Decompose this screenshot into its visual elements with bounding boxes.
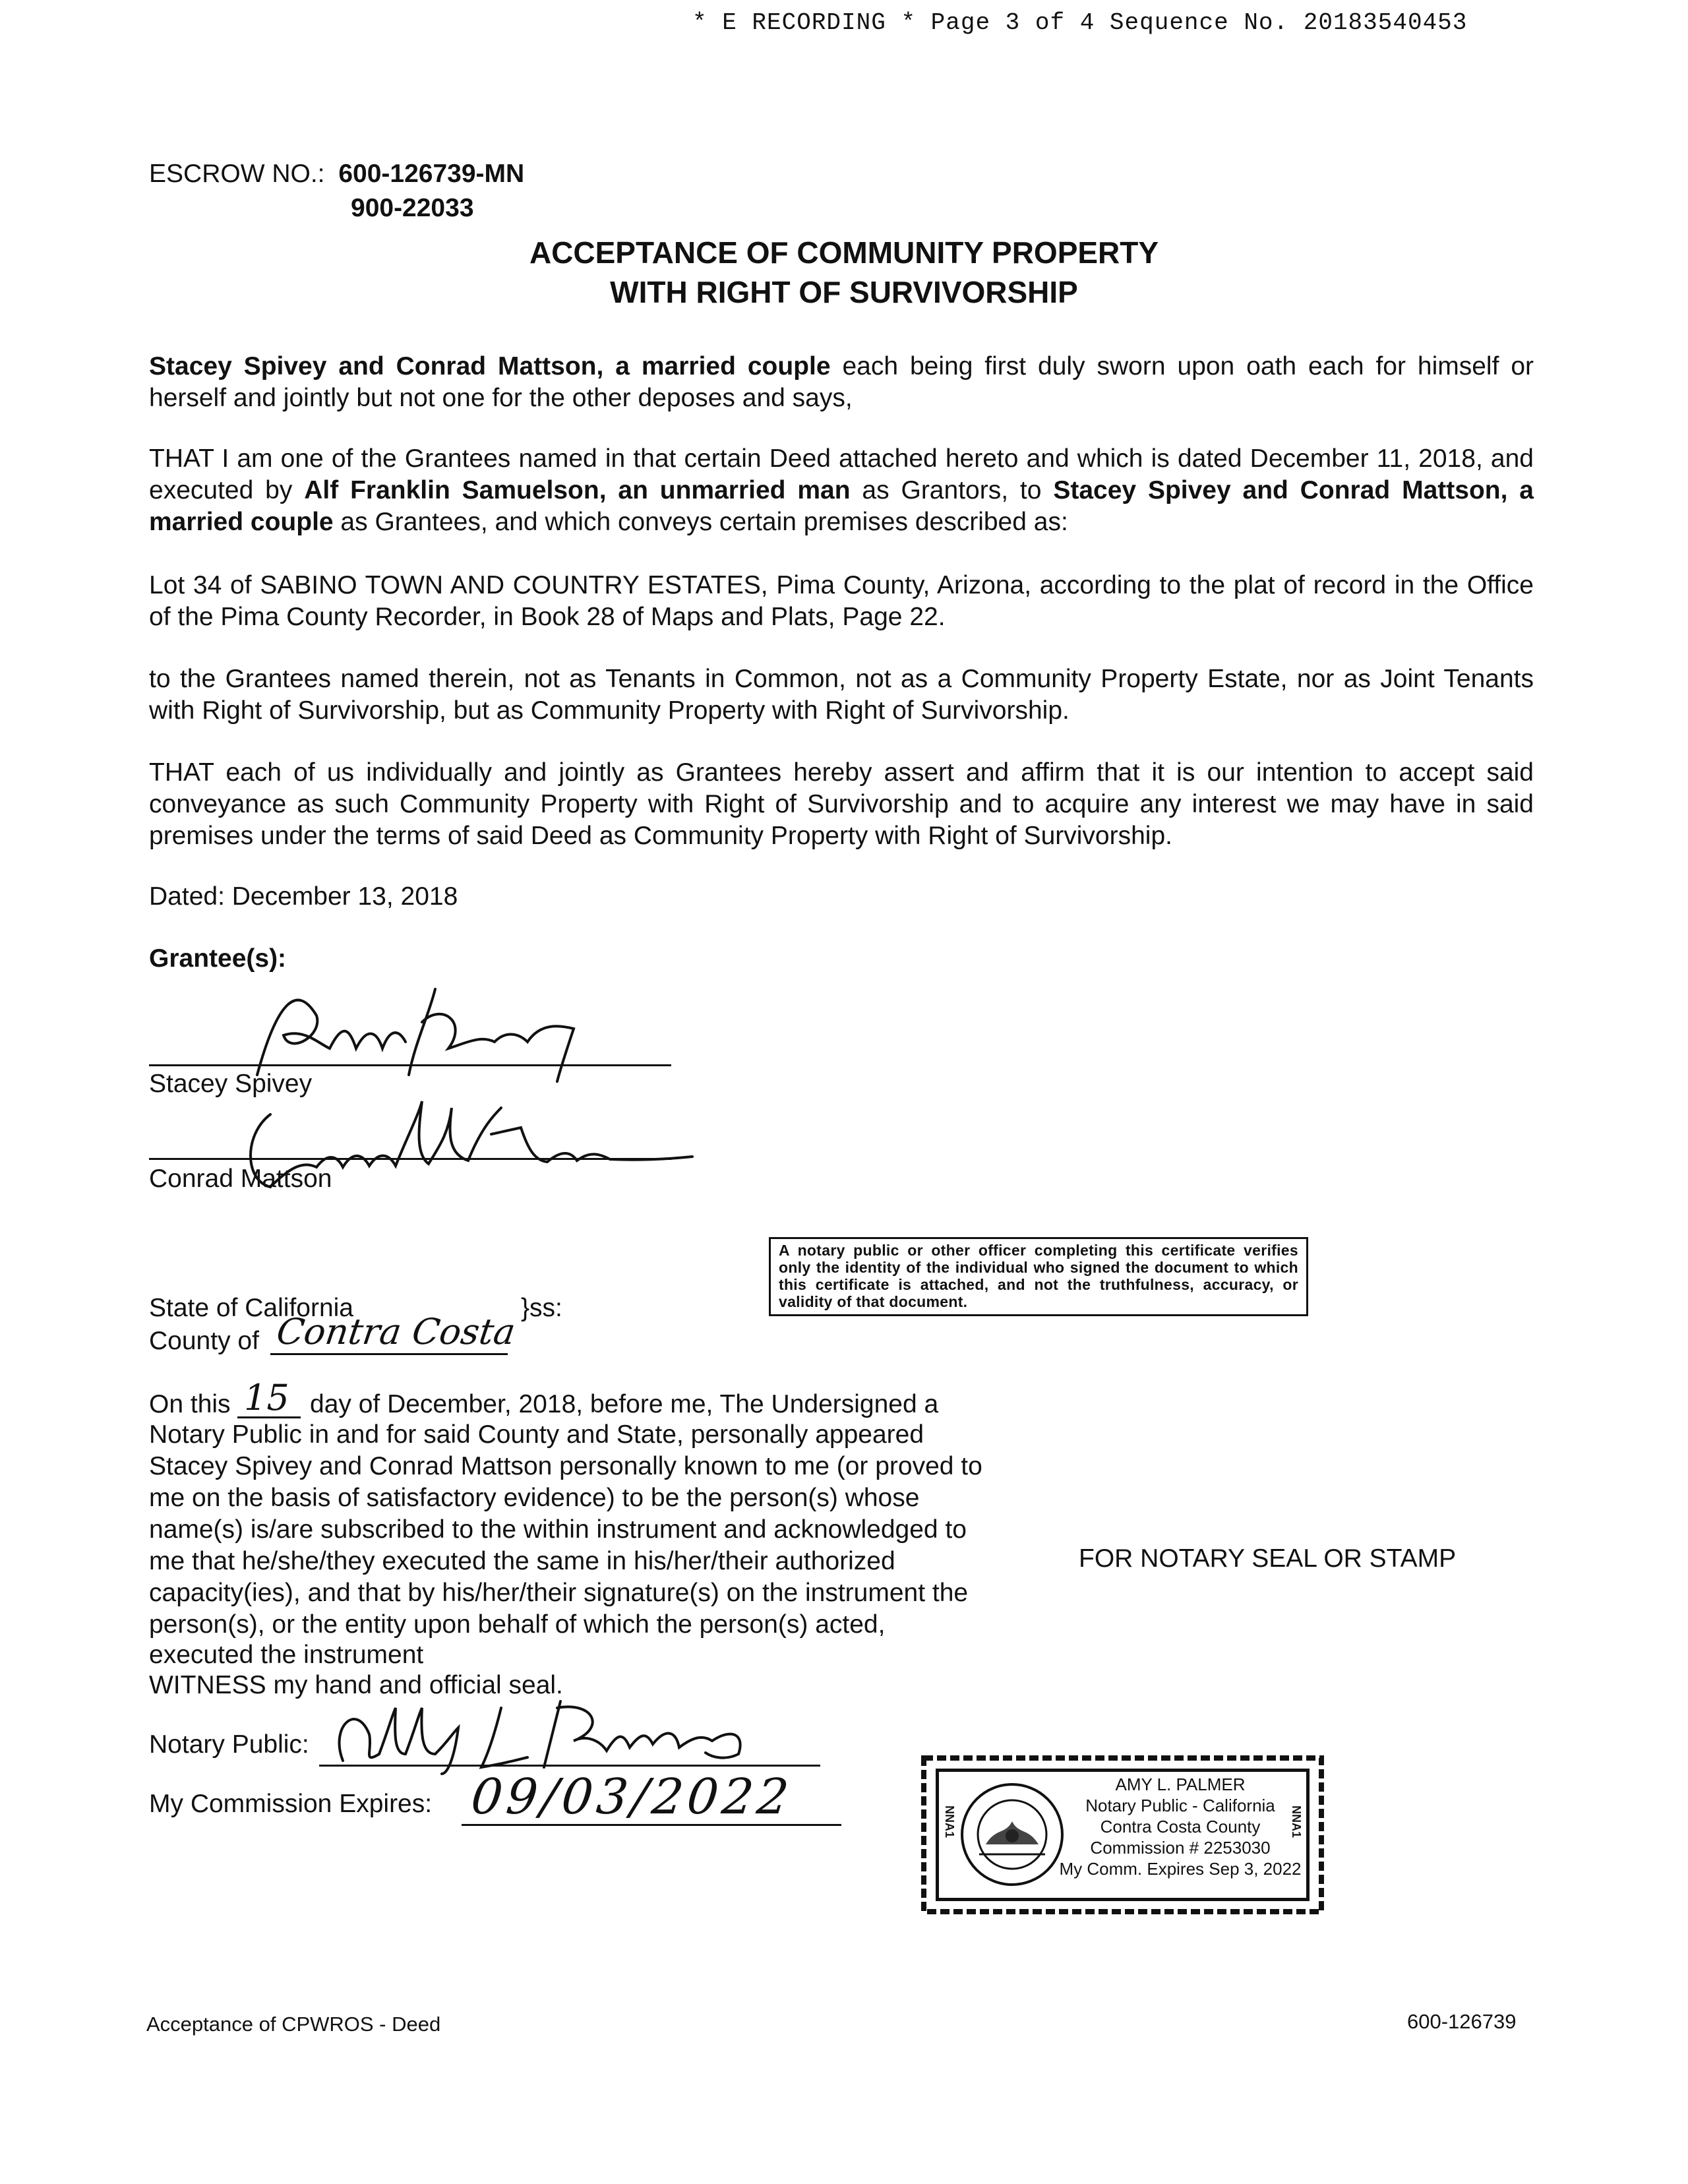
paragraph-legal-description: Lot 34 of SABINO TOWN AND COUNTRY ESTATES, Pima County, Arizona, according to the plat of record in the Office of the Pima County Recorder, in Book 28 of Maps and Plats, Page 22. <box>149 571 1534 631</box>
ack-line-5: name(s) is/are subscribed to the within instrument and acknowledged to <box>149 1515 967 1544</box>
commission-handwritten: 09/03/2022 <box>468 1769 796 1825</box>
notary-stamp <box>920 1754 1325 1916</box>
document-title-line-1: ACCEPTANCE OF COMMUNITY PROPERTY <box>529 235 1159 270</box>
stamp-notary-title: Notary Public - California <box>1085 1796 1275 1815</box>
ack-line-4: me on the basis of satisfactory evidence) to be the person(s) whose <box>149 1484 920 1512</box>
paragraph-tenancy: to the Grantees named therein, not as Tenants in Common, not as a Community Property Estate, nor as Joint Tenants with Right of Survivorship, but as Community Property with Right of Survivorship. <box>149 665 1534 725</box>
paragraph-affirmation: THAT each of us individually and jointly as Grantees hereby assert and affirm that it is our intention to accept said conveyance as such Community Property with Right of Survivorship and to acquire any interest we may have in said premises under the terms of said Deed as Community Property with Right of Survivorship. <box>149 758 1534 850</box>
ack-day-handwritten: 15 <box>244 1377 289 1418</box>
grantees-text-e: as Grantees, and which conveys certain premises described as: <box>333 508 1068 536</box>
signature-conrad-mattson <box>231 1088 692 1200</box>
deponents-text: each being first duly sworn upon oath each for himself or herself and jointly but not one for the other deposes and says, <box>149 352 1534 412</box>
escrow-number-1: 600-126739-MN <box>338 160 525 188</box>
seal-placeholder: FOR NOTARY SEAL OR STAMP <box>1079 1544 1457 1573</box>
ss-label: }ss: <box>521 1294 562 1322</box>
grantee-name-1: Stacey Spivey <box>149 1070 313 1098</box>
notary-public-label: Notary Public: <box>149 1730 309 1759</box>
ack-line-1: day of December, 2018, before me, The Undersigned a <box>310 1390 939 1418</box>
ack-line-9: executed the instrument <box>149 1641 424 1669</box>
commission-expires-label: My Commission Expires: <box>149 1790 433 1818</box>
ack-line-7: capacity(ies), and that by his/her/their signature(s) on the instrument the <box>149 1579 969 1607</box>
recording-header: * E RECORDING * Page 3 of 4 Sequence No. 20183540453 <box>692 9 1468 36</box>
county-label: County of <box>149 1327 259 1355</box>
county-underline <box>270 1353 508 1355</box>
ack-line-10: WITNESS my hand and official seal. <box>149 1671 563 1699</box>
ack-line-8: person(s), or the entity upon behalf of which the person(s) acted, <box>149 1610 886 1639</box>
stamp-side-code-right: NNA1 <box>1290 1805 1303 1838</box>
signature-notary <box>316 1688 778 1780</box>
grantee-names: Stacey Spivey and Conrad Mattson, a married couple <box>149 476 1534 536</box>
dated-line: Dated: December 13, 2018 <box>149 882 458 911</box>
notary-notice-box: A notary public or other officer completing this certificate verifies only the identity of the individual who signed the document to which this certificate is attached, and not the truthfulness, accuracy, or validity of that document. <box>769 1237 1308 1316</box>
paragraph-grantees <box>149 443 1534 538</box>
stamp-notary-name: AMY L. PALMER <box>1115 1774 1246 1794</box>
grantor-name: Alf Franklin Samuelson, an unmarried man <box>304 476 851 504</box>
state-seal-icon <box>959 1782 1065 1887</box>
ack-day-underline <box>237 1416 301 1418</box>
stamp-county: Contra Costa County <box>1100 1817 1261 1836</box>
grantees-label: Grantee(s): <box>149 944 287 973</box>
document-title-line-2: WITH RIGHT OF SURVIVORSHIP <box>610 275 1078 309</box>
footer-right: 600-126739 <box>1407 2010 1517 2033</box>
stamp-commission: Commission # 2253030 <box>1090 1838 1271 1858</box>
grantees-text-c: as Grantors, to <box>850 476 1054 504</box>
grantees-text-a: THAT I am one of the Grantees named in that certain Deed attached hereto and which is dated December 11, 2018, and executed by <box>149 444 1534 504</box>
county-handwritten: Contra Costa <box>274 1311 518 1352</box>
grantee-name-2: Conrad Mattson <box>149 1165 332 1193</box>
signature-stacey-spivey <box>218 976 587 1088</box>
state-label: State of California <box>149 1294 354 1322</box>
escrow-number-2: 900-22033 <box>351 194 474 222</box>
ack-line-6: me that he/she/they executed the same in his/her/their authorized <box>149 1547 895 1575</box>
deponents-bold: Stacey Spivey and Conrad Mattson, a married couple <box>149 352 831 380</box>
escrow-label: ESCROW NO.: <box>149 160 325 188</box>
escrow-block <box>149 158 524 190</box>
stamp-text <box>1055 1774 1306 1879</box>
footer-left: Acceptance of CPWROS - Deed <box>146 2013 441 2036</box>
stamp-side-code-left: NNA1 <box>943 1805 956 1838</box>
ack-line-2: Notary Public in and for said County and State, personally appeared <box>149 1420 924 1449</box>
ack-line-3: Stacey Spivey and Conrad Mattson personally known to me (or proved to <box>149 1452 982 1480</box>
ack-on-this: On this <box>149 1390 231 1418</box>
paragraph-deponents <box>149 351 1534 414</box>
stamp-expires: My Comm. Expires Sep 3, 2022 <box>1059 1859 1302 1879</box>
